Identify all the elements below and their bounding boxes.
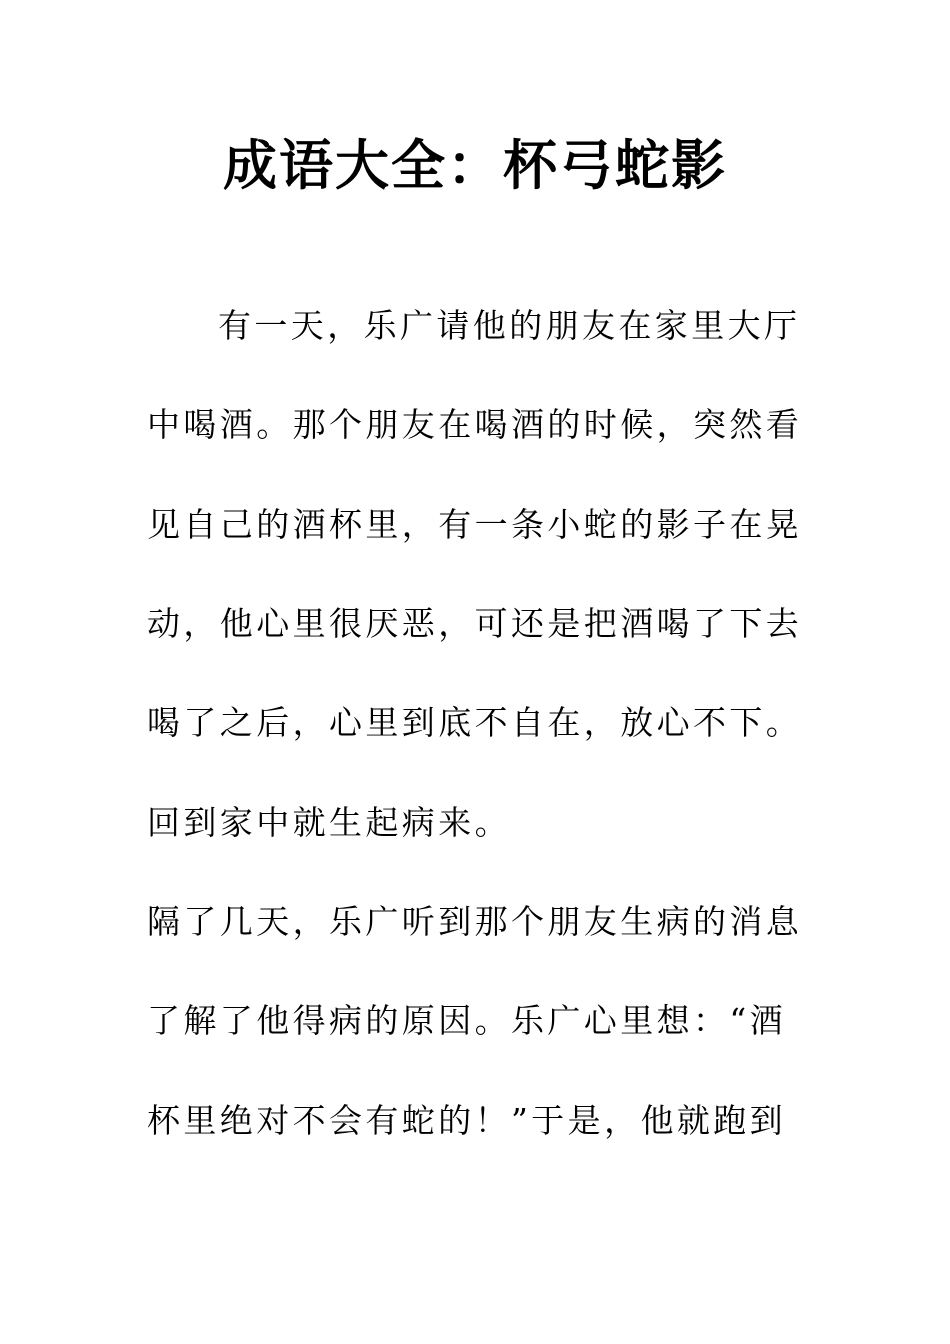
- page-title: 成语大全：杯弓蛇影: [223, 134, 727, 197]
- body-line-2: 中喝酒。那个朋友在喝酒的时候，突然看: [147, 405, 803, 444]
- body-line-4: 动，他心里很厌恶，可还是把酒喝了下去: [147, 604, 803, 643]
- body-line-7: 隔了几天，乐广听到那个朋友生病的消息: [147, 902, 803, 941]
- body-line-1: 有一天，乐广请他的朋友在家里大厅: [218, 306, 801, 345]
- body-line-8: 了解了他得病的原因。乐广心里想：“酒: [147, 1001, 787, 1040]
- body-line-9: 杯里绝对不会有蛇的！”于是，他就跑到: [147, 1101, 787, 1140]
- body-line-5: 喝了之后，心里到底不自在，放心不下。: [147, 703, 803, 742]
- body-line-6: 回到家中就生起病来。: [147, 803, 511, 842]
- body-line-3: 见自己的酒杯里，有一条小蛇的影子在晃: [147, 505, 803, 544]
